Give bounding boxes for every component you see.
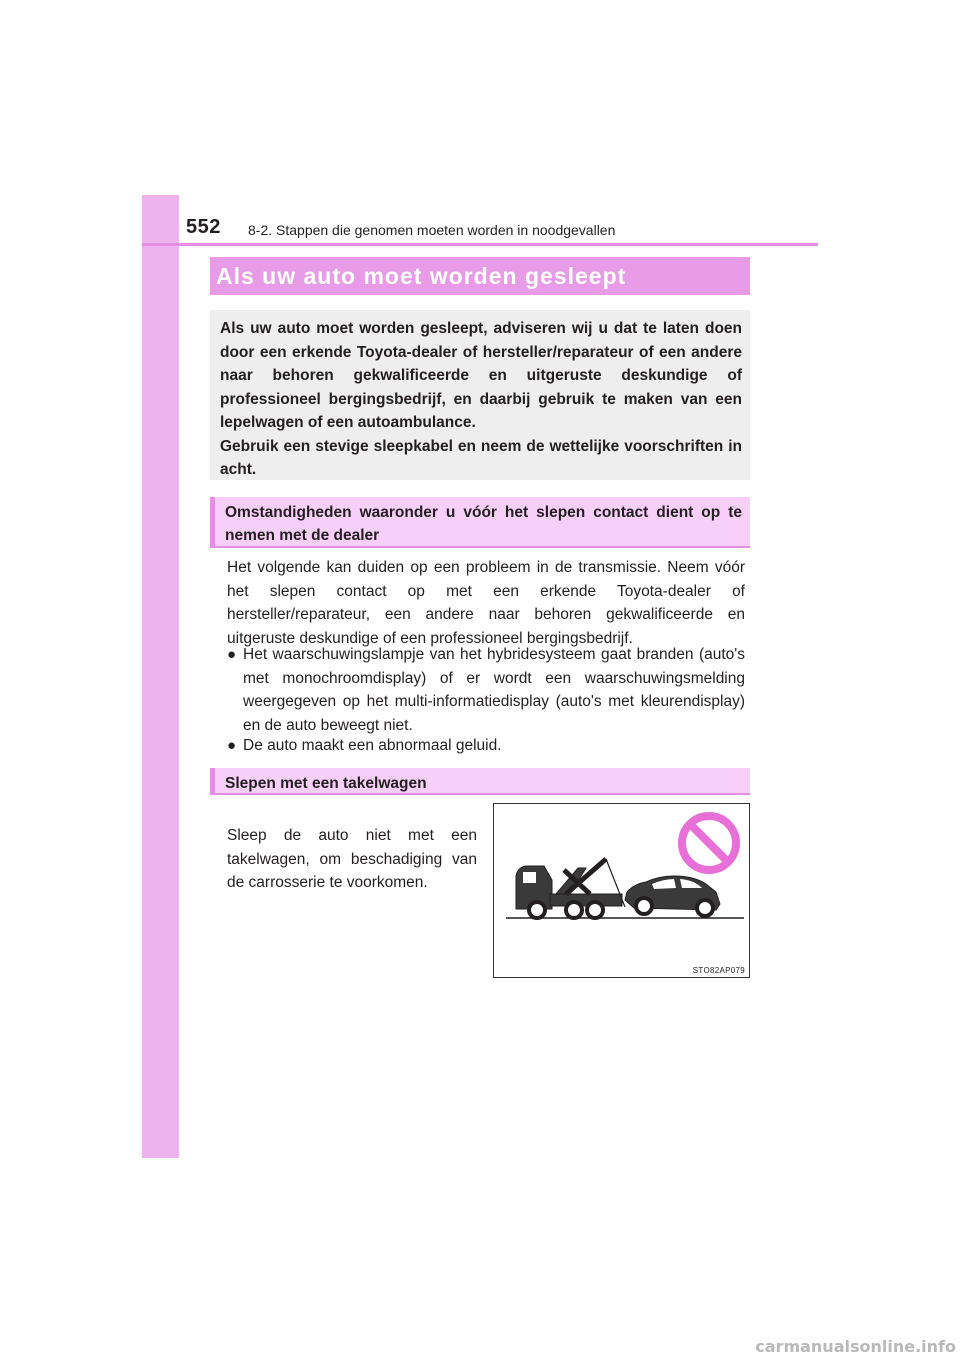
list-item [227, 734, 745, 758]
prohibited-icon [682, 816, 736, 870]
chapter-title: 8-2. Stappen die genomen moeten worden in noodgevallen [248, 222, 616, 238]
section-2-text: Sleep de auto niet met een takelwagen, om beschadiging van de carrosserie te voorkomen. [227, 827, 477, 891]
intro-paragraph: Als uw auto moet worden gesleept, adviseren wij u dat te laten doen door een erkende Toyota-dealer of hersteller/reparateur of een andere naar behoren gekwalificeerde en uitgeruste deskundige of professioneel bergingsbedrijf, en daarbij gebruik te maken van een lepelwagen of een autoambulance. [220, 320, 742, 431]
page-number: 552 [186, 216, 221, 238]
section-heading-dealer: Omstandigheden waaronder u vóór het slepen contact dient op te nemen met de dealer [210, 497, 750, 548]
bullet-icon: ● [227, 737, 237, 754]
watermark: carmanualsonline.info [755, 1337, 956, 1356]
section-title-bar [210, 257, 750, 295]
tow-truck-illustration [493, 803, 750, 978]
header-rule [142, 243, 818, 246]
tow-truck-icon [516, 859, 625, 918]
section-heading-tow-truck: Slepen met een takelwagen [210, 768, 750, 795]
towed-car-icon [625, 876, 720, 916]
figure-code: STO82AP079 [692, 966, 745, 975]
page-title: Als uw auto moet worden gesleept [216, 262, 627, 289]
bullet-icon: ● [227, 646, 237, 663]
list-item-text: Het waarschuwingslampje van het hybridesysteem gaat branden (auto's met monochroomdisplay) of er wordt een waarschuwingsmelding weergegeven op het multi-informatiedisplay (auto's met kleurendisplay) en de auto beweegt niet. [243, 646, 745, 734]
side-tab [142, 195, 179, 1158]
tow-truck-drawing [494, 804, 749, 977]
intro-box [210, 310, 750, 480]
section-1-text: Het volgende kan duiden op een probleem in de transmissie. Neem vóór het slepen contact op met een erkende Toyota-dealer of hersteller/reparateur, een andere naar behoren gekwalificeerde en uitgeruste deskundige of een professioneel bergingsbedrijf. [227, 559, 745, 647]
list-item [227, 643, 745, 737]
intro-paragraph-2: Gebruik een stevige sleepkabel en neem de wettelijke voorschriften in acht. [220, 437, 742, 478]
list-item-text: De auto maakt een abnormaal geluid. [243, 737, 502, 754]
